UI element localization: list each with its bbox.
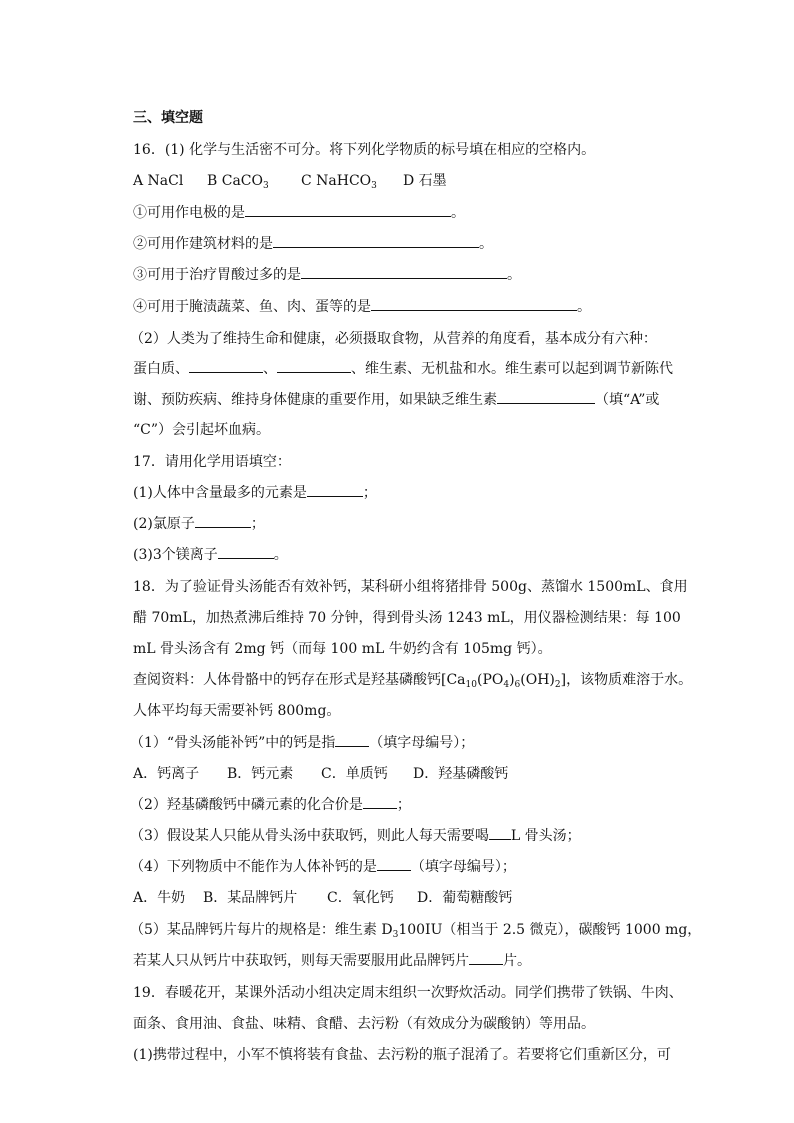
q18-sub4: （4）下列物质中不能作为人体补钙的是 （填字母编号）； [130, 855, 674, 879]
q19-line3: (1)携带过程中，小军不慎将装有食盐、去污粉的瓶子混淆了。若要将它们重新区分，可 [133, 1047, 671, 1063]
answer-blank[interactable] [245, 201, 451, 217]
q16-item-4: ④可用于腌渍蔬菜、鱼、肉、蛋等的是 。 [133, 295, 674, 319]
answer-blank[interactable] [195, 512, 251, 528]
answer-blank[interactable] [273, 232, 479, 248]
q16-option-c: C NaHCO$_3$ [301, 173, 377, 191]
answer-blank[interactable] [363, 793, 397, 809]
option-d: D．羟基磷酸钙 [413, 766, 509, 782]
answer-blank[interactable] [301, 263, 507, 279]
q18-info: 查阅资料：人体骨骼中的钙存在形式是羟基磷酸钙$[Ca_{10}(PO_4)_6(OH)_2]$，该物质难溶于水。 [133, 672, 693, 690]
answer-blank[interactable] [277, 357, 351, 373]
q16-option-b: B CaCO$_3$ [207, 173, 269, 191]
q16-item-2: ②可用作建筑材料的是 。 [133, 232, 674, 256]
q16-part2-line2: 蛋白质、 、 、维生素、无机盐和水。维生素可以起到调节新陈代 [133, 357, 674, 381]
q18-sub4-options [133, 886, 674, 910]
option-c: C．氧化钙 [327, 890, 394, 906]
q16-part2-line1: （2）人类为了维持生命和健康，必须摄取食物，从营养的角度看，基本成分有六种： [130, 331, 657, 347]
answer-blank[interactable] [497, 388, 595, 404]
q18-sub5: （5）某品牌钙片每片的规格是：维生素 $D_3100IU$（相当于 2.5 微克），碳酸钙 1000 mg， [130, 922, 702, 940]
q17-item-3: (3)3个镁离子 。 [133, 543, 674, 567]
q19-line1: 19．春暖花开，某课外活动小组决定周末组织一次野炊活动。同学们携带了铁锅、牛肉、 [133, 985, 683, 1001]
q16-intro: 16．(1) 化学与生活密不可分。将下列化学物质的标号填在相应的空格内。 [133, 142, 596, 158]
q18-line3: mL 骨头汤含有 2mg 钙（而每 100 mL 牛奶约含有 105mg 钙）。 [133, 641, 552, 657]
option-a: A．牛奶 [133, 890, 186, 906]
answer-blank[interactable] [335, 731, 369, 747]
q18-sub2: （2）羟基磷酸钙中磷元素的化合价是 ； [130, 793, 674, 817]
q18-line1: 18．为了验证骨头汤能否有效补钙，某科研小组将猪排骨 500g、蒸馏水 1500mL、食用 [133, 579, 688, 595]
q18-sub3: （3）假设某人只能从骨头汤中获取钙，则此人每天需要喝 L 骨头汤； [130, 824, 674, 848]
answer-blank[interactable] [469, 949, 503, 965]
q18-sub5-line2: 若某人只从钙片中获取钙，则每天需要服用此品牌钙片 片。 [133, 949, 674, 973]
q17-intro: 17．请用化学用语填空： [133, 454, 291, 470]
q18-line2: 醋 70mL，加热煮沸后维持 70 分钟，得到骨头汤 1243 mL，用仪器检测结果：每 100 [133, 610, 681, 626]
q19-line2: 面条、食用油、食盐、味精、食醋、去污粉（有效成分为碳酸钠）等用品。 [133, 1016, 595, 1032]
q16-option-d: D 石墨 [403, 173, 447, 189]
option-b: B．某品牌钙片 [203, 890, 298, 906]
option-c: C．单质钙 [321, 766, 388, 782]
q18-info2: 人体平均每天需要补钙 800mg。 [133, 703, 341, 719]
q16-part2-line3: 谢、预防疾病、维持身体健康的重要作用，如果缺乏维生素 （填“A”或 [133, 388, 674, 412]
q17-item-2: (2)氯原子 ； [133, 512, 674, 536]
option-b: B．钙元素 [227, 766, 294, 782]
q16-option-a: A NaCl [133, 173, 184, 189]
q18-sub1: （1）“骨头汤能补钙”中的钙是指 （填字母编号）； [130, 731, 674, 755]
answer-blank[interactable] [489, 824, 511, 840]
answer-blank[interactable] [307, 481, 363, 497]
answer-blank[interactable] [371, 295, 577, 311]
q17-item-1: (1)人体中含量最多的元素是 ； [133, 481, 674, 505]
option-a: A．钙离子 [133, 766, 200, 782]
answer-blank[interactable] [377, 855, 411, 871]
answer-blank[interactable] [189, 357, 263, 373]
section-title: 三、填空题 [133, 110, 203, 126]
q16-item-3: ③可用于治疗胃酸过多的是 。 [133, 263, 674, 287]
answer-blank[interactable] [218, 543, 274, 559]
q16-item-1: ①可用作电极的是 。 [133, 201, 674, 225]
q16-part2-line4: “C”）会引起坏血病。 [133, 422, 271, 438]
q18-sub1-options [133, 762, 674, 786]
q16-options [133, 169, 674, 193]
option-d: D．葡萄糖酸钙 [417, 890, 513, 906]
